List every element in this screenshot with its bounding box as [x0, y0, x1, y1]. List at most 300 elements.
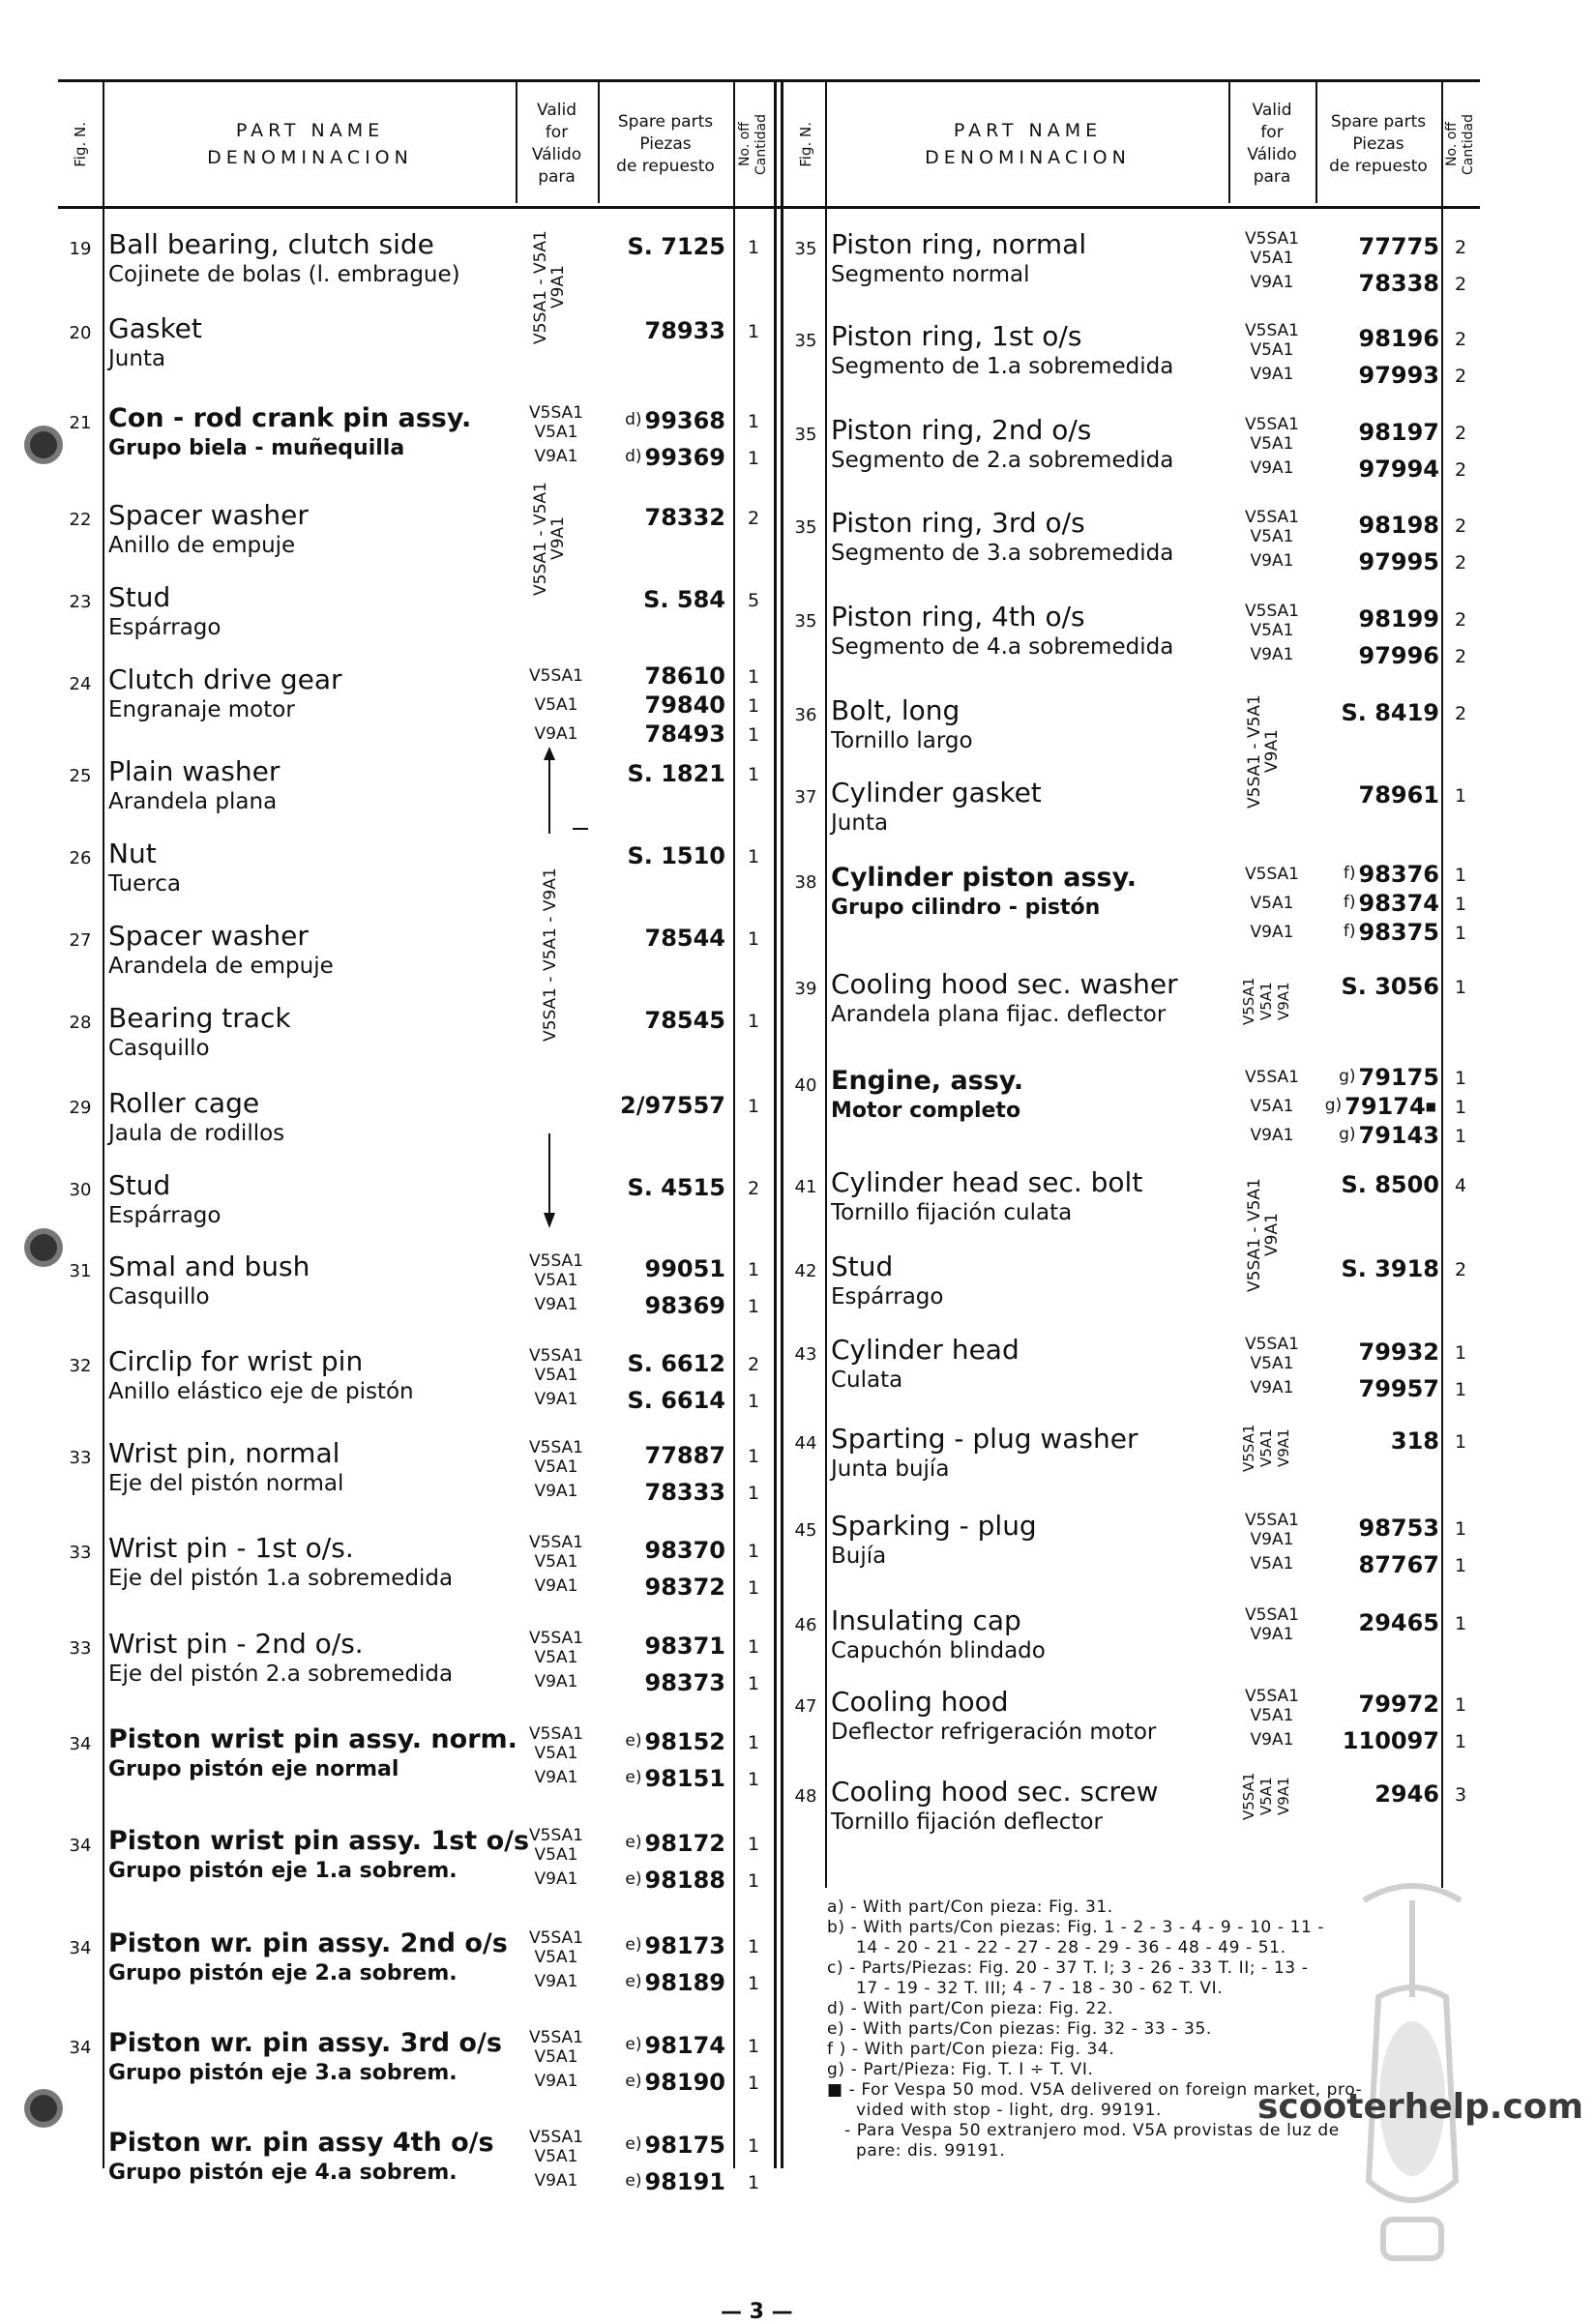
table-header [58, 79, 1480, 209]
part-name-en: Piston wr. pin assy. 2nd o/s [108, 1928, 508, 1958]
valid-model: V9A1 [534, 2072, 578, 2091]
part-name [108, 1346, 414, 1406]
part-number [1315, 1515, 1439, 1542]
footnote-ref: f) [1343, 893, 1356, 912]
quantity: 1 [747, 1096, 760, 1117]
valid-model: V5SA1 [529, 2028, 583, 2047]
part-number [600, 1442, 725, 1469]
valid-vertical-label: V5SA1 - V5A1 V9A1 [531, 230, 568, 344]
part-name-es: Anillo de empuje [108, 533, 296, 558]
part-number-value: 78610 [644, 662, 725, 690]
part-number [600, 1669, 725, 1696]
quantity: 2 [1454, 1259, 1467, 1280]
watermark: scooterhelp.com [1257, 2087, 1584, 2127]
part-number-value: 2/97557 [620, 1092, 725, 1119]
part-name-en: Spacer washer [108, 920, 309, 952]
part-name [831, 1066, 1023, 1126]
footnote-ref: e) [625, 2171, 642, 2191]
part-name-es: Culata [831, 1368, 903, 1393]
part-number-value: 78332 [644, 504, 725, 531]
part-name [108, 1170, 221, 1230]
part-number [600, 1867, 725, 1894]
part-number [600, 721, 725, 748]
footnote-line: c) - Parts/Piezas: Fig. 20 - 37 T. I; 3 - 26 - 33 T. II; - 13 - [827, 1958, 1309, 1978]
part-name-en: Cylinder piston assy. [831, 863, 1137, 893]
part-number-value: 98172 [644, 1830, 725, 1857]
quantity: 1 [1454, 1555, 1467, 1576]
part-name [108, 1003, 291, 1063]
fig-number: 25 [69, 766, 92, 786]
punch-hole-icon [19, 406, 68, 2147]
part-number-value: S. 7125 [627, 233, 725, 260]
footnote-line: 14 - 20 - 21 - 22 - 27 - 28 - 29 - 36 - 48 - 49 - 51. [827, 1938, 1286, 1957]
quantity: 1 [747, 928, 760, 950]
part-name-en: Clutch drive gear [108, 663, 342, 695]
fig-number: 23 [69, 592, 92, 612]
header-fig-right: Fig. N. [796, 121, 814, 167]
fig-number: 22 [69, 510, 92, 530]
fig-number: 27 [69, 930, 92, 951]
part-name-es: Casquillo [108, 1284, 210, 1309]
valid-vertical-label: V5SA1 - V5A1 V9A1 [531, 482, 568, 596]
part-number-value: 78545 [644, 1007, 725, 1034]
quantity: 1 [747, 695, 760, 717]
footnote-line: e) - With parts/Con piezas: Fig. 32 - 33 - 35. [827, 2019, 1212, 2039]
footnote-ref: e) [625, 1768, 642, 1787]
part-number-value: 98175 [644, 2132, 725, 2159]
quantity: 1 [747, 1446, 760, 1467]
valid-vertical-label: V5SA1 V5A1 V9A1 [1240, 1424, 1292, 1472]
part-name-es: Tornillo fijación deflector [831, 1809, 1103, 1835]
quantity: 1 [747, 1577, 760, 1599]
part-number-value: S. 584 [643, 586, 725, 613]
part-number [600, 1350, 725, 1377]
part-number-value: 98198 [1358, 512, 1439, 539]
part-number [600, 504, 725, 531]
valid-model: V5A1 [1250, 1097, 1294, 1116]
valid-model: V5A1 [534, 1457, 578, 1477]
quantity: 1 [747, 1870, 760, 1892]
part-name-es: Jaula de rodillos [108, 1121, 285, 1146]
part-number [600, 842, 725, 869]
valid-model: V5SA1 [1245, 229, 1299, 249]
part-number-value: S. 6614 [627, 1387, 725, 1414]
part-number-value: 98371 [644, 1633, 725, 1660]
part-number-value: 98197 [1358, 419, 1439, 446]
part-number [1315, 548, 1439, 575]
quantity: 1 [747, 448, 760, 469]
part-number-value: 98372 [644, 1574, 725, 1601]
part-name [831, 1605, 1046, 1665]
quantity: 1 [1454, 1731, 1467, 1752]
part-number [600, 1255, 725, 1282]
quantity: 1 [1454, 923, 1467, 944]
fig-number: 35 [794, 611, 817, 632]
part-name-en: Circlip for wrist pin [108, 1345, 364, 1377]
fig-number: 19 [69, 239, 92, 259]
part-name-es: Grupo pistón eje 3.a sobrem. [108, 2061, 458, 2085]
fig-number: 33 [69, 1448, 92, 1468]
valid-model: V5SA1 [529, 1724, 583, 1744]
quantity: 1 [747, 1296, 760, 1317]
footnote-ref: g) [1339, 1067, 1356, 1086]
footnote-ref: e) [625, 1972, 642, 1991]
part-name [831, 229, 1086, 289]
part-name [831, 508, 1173, 568]
part-number-value: 79932 [1358, 1339, 1439, 1366]
part-number-value: 98173 [644, 1932, 725, 1959]
quantity: 2 [1454, 703, 1467, 724]
part-number-value: S. 3056 [1341, 973, 1439, 1000]
quantity: 1 [1454, 1342, 1467, 1364]
valid-model: V5SA1 [1245, 1068, 1299, 1087]
valid-model: V9A1 [1250, 1730, 1294, 1750]
part-name-es: Grupo pistón eje 4.a sobrem. [108, 2161, 458, 2185]
part-number [1315, 1339, 1439, 1366]
part-number [1315, 1427, 1439, 1455]
part-number-value: 98375 [1358, 919, 1439, 946]
header-part-name: PART NAME DENOMINACION [207, 120, 413, 168]
part-name-es: Engranaje motor [108, 697, 295, 722]
part-name-es: Eje del pistón normal [108, 1471, 344, 1496]
part-number-value: 97996 [1358, 642, 1439, 669]
fig-number: 35 [794, 425, 817, 445]
fig-number: 48 [794, 1786, 817, 1807]
part-number [1315, 1780, 1439, 1808]
part-number [1315, 1551, 1439, 1578]
valid-model: V9A1 [534, 1576, 578, 1596]
part-number-value: 78338 [1358, 270, 1439, 297]
part-name-en: Smal and bush [108, 1250, 310, 1282]
part-name-es: Espárrago [108, 615, 222, 640]
fig-number: 20 [69, 323, 92, 343]
part-name [831, 863, 1137, 923]
part-number [1315, 919, 1439, 946]
quantity: 1 [747, 764, 760, 785]
valid-model: V5SA1 [529, 1346, 583, 1366]
part-number [1315, 890, 1439, 917]
header-valid-right: Valid for Válido para [1247, 101, 1297, 187]
valid-vertical-label: V5SA1 - V5A1 - V9A1 [541, 868, 560, 1042]
valid-model: V5A1 [1250, 1706, 1294, 1725]
part-name-es: Grupo pistón eje 1.a sobrem. [108, 1859, 458, 1883]
part-name [108, 1088, 284, 1148]
part-name [108, 1438, 343, 1498]
column-rule [1228, 79, 1230, 203]
valid-model: V9A1 [534, 1972, 578, 1991]
valid-vertical-label: V5SA1 V5A1 V9A1 [1240, 977, 1292, 1025]
footnote-ref: e) [625, 2134, 642, 2154]
part-name [108, 1928, 508, 1988]
part-name [831, 321, 1173, 381]
part-number [600, 407, 725, 434]
valid-model: V5SA1 [529, 1826, 583, 1845]
part-number [600, 1387, 725, 1414]
part-name-es: Segmento de 2.a sobremedida [831, 448, 1174, 473]
part-number [600, 1174, 725, 1201]
column-rule [103, 79, 104, 2168]
quantity: 1 [747, 666, 760, 688]
footnote-ref: e) [625, 2072, 642, 2091]
page-number: — 3 — [721, 2300, 793, 2324]
part-number [600, 1007, 725, 1034]
part-name-en: Bearing track [108, 1002, 291, 1034]
quantity: 1 [747, 1636, 760, 1658]
fig-number: 34 [69, 2038, 92, 2058]
fig-number: 35 [794, 239, 817, 259]
footnote-line: d) - With part/Con pieza: Fig. 22. [827, 1999, 1114, 2018]
part-number [600, 1830, 725, 1857]
part-name-en: Sparting - plug washer [831, 1423, 1138, 1455]
fig-number: 33 [69, 1543, 92, 1563]
part-name-es: Segmento normal [831, 262, 1030, 287]
part-name [108, 921, 334, 981]
part-number [600, 691, 725, 719]
part-name [108, 1629, 453, 1689]
valid-model: V5A1 [534, 2147, 578, 2166]
footnote-ref: d) [625, 447, 642, 466]
part-number [1315, 699, 1439, 726]
part-name [108, 229, 460, 289]
part-name-en: Cylinder head sec. bolt [831, 1166, 1143, 1198]
part-name [108, 403, 471, 463]
fig-number: 24 [69, 674, 92, 694]
part-number-value: 98174 [644, 2032, 725, 2059]
part-name [831, 602, 1173, 662]
part-number-value: S. 6612 [627, 1350, 725, 1377]
part-number-value: 318 [1390, 1427, 1439, 1455]
quantity: 2 [1454, 515, 1467, 537]
part-name [108, 756, 280, 816]
part-number-value: S. 3918 [1341, 1255, 1439, 1282]
part-number [1315, 781, 1439, 809]
part-name [831, 1251, 943, 1311]
part-number [600, 662, 725, 690]
header-fig: Fig. N. [71, 121, 89, 167]
valid-model: V5A1 [534, 1648, 578, 1667]
part-number-value: 98373 [644, 1669, 725, 1696]
part-name [831, 1511, 1037, 1571]
part-name-es: Motor completo [831, 1099, 1021, 1123]
quantity: 1 [1454, 977, 1467, 998]
fig-number: 39 [794, 979, 817, 999]
part-name-en: Plain washer [108, 755, 281, 787]
valid-model: V9A1 [534, 724, 578, 744]
fig-number: 45 [794, 1520, 817, 1541]
part-name-es: Grupo pistón eje normal [108, 1757, 399, 1781]
part-name-en: Cylinder head [831, 1334, 1020, 1366]
valid-model: V5A1 [534, 1271, 578, 1290]
part-number-value: 99051 [644, 1255, 725, 1282]
quantity: 1 [747, 1541, 760, 1562]
valid-model: V9A1 [1250, 1530, 1294, 1549]
quantity: 1 [1454, 1518, 1467, 1540]
header-spare-right: Spare parts Piezas de repuesto [1329, 111, 1428, 176]
fig-number: 33 [69, 1638, 92, 1659]
part-name-en: Stud [831, 1250, 894, 1282]
quantity: 1 [747, 2036, 760, 2057]
part-name-en: Cooling hood [831, 1686, 1009, 1718]
part-number-value: S. 8419 [1341, 699, 1439, 726]
part-number-value: 110097 [1342, 1727, 1439, 1754]
part-number [600, 1574, 725, 1601]
part-number-value: 78961 [1358, 781, 1439, 809]
part-name-es: Eje del pistón 1.a sobremedida [108, 1566, 454, 1591]
part-number [600, 233, 725, 260]
column-rule [733, 79, 735, 2168]
part-number-value: 98370 [644, 1537, 725, 1564]
valid-model: V5A1 [534, 1744, 578, 1763]
part-number [1315, 325, 1439, 352]
part-number [1315, 362, 1439, 389]
quantity: 1 [747, 1011, 760, 1032]
quantity: 1 [1454, 894, 1467, 915]
part-number-value: 79972 [1358, 1691, 1439, 1718]
part-number-value: 98369 [644, 1292, 725, 1319]
valid-model: V5A1 [534, 2047, 578, 2067]
part-number [600, 2069, 725, 2096]
quantity: 4 [1454, 1175, 1467, 1196]
fig-number: 43 [794, 1344, 817, 1365]
part-name-en: Piston wrist pin assy. 1st o/s [108, 1826, 530, 1856]
part-number [1315, 861, 1439, 888]
part-number [600, 1765, 725, 1792]
valid-model: V9A1 [1250, 1625, 1294, 1644]
part-name-en: Engine, assy. [831, 1066, 1024, 1096]
range-tick-icon [571, 795, 590, 863]
valid-model: V9A1 [534, 447, 578, 466]
part-number-value: 98152 [644, 1728, 725, 1755]
part-number [600, 586, 725, 613]
valid-model: V5A1 [1250, 340, 1294, 360]
fig-number: 31 [69, 1261, 92, 1281]
part-number-value: 79840 [644, 691, 725, 719]
part-number [600, 1537, 725, 1564]
part-number-value: 79174 [1345, 1093, 1426, 1120]
part-name-es: Arandela de empuje [108, 954, 334, 979]
valid-model: V5A1 [1250, 434, 1294, 454]
part-name [831, 1424, 1138, 1484]
footnote-ref: e) [625, 2035, 642, 2054]
part-number-value: 98199 [1358, 605, 1439, 632]
valid-model: V5SA1 [529, 1629, 583, 1648]
part-number-value: 98190 [644, 2069, 725, 2096]
part-name-en: Piston ring, 4th o/s [831, 601, 1085, 632]
quantity: 1 [1454, 1694, 1467, 1716]
part-name-en: Insulating cap [831, 1604, 1021, 1636]
part-number-value: 98151 [644, 1765, 725, 1792]
part-name [108, 1826, 529, 1886]
valid-model: V5SA1 [1245, 865, 1299, 884]
part-number [600, 1969, 725, 1996]
part-name [108, 500, 309, 560]
part-number [1315, 973, 1439, 1000]
part-name-es: Segmento de 4.a sobremedida [831, 634, 1174, 660]
part-number-value: 97995 [1358, 548, 1439, 575]
part-name [831, 415, 1173, 475]
valid-model: V9A1 [1250, 1378, 1294, 1397]
quantity: 2 [1454, 423, 1467, 444]
part-name-en: Wrist pin - 2nd o/s. [108, 1628, 364, 1660]
fig-number: 32 [69, 1356, 92, 1376]
quantity: 2 [747, 508, 760, 529]
quantity: 1 [1454, 1431, 1467, 1453]
part-name-es: Bujía [831, 1544, 887, 1569]
quantity: 2 [1454, 237, 1467, 258]
header-part-name-right: PART NAME DENOMINACION [925, 120, 1131, 168]
footnote-line: 17 - 19 - 32 T. III; 4 - 7 - 18 - 30 - 62 T. VI. [827, 1979, 1224, 1998]
quantity: 1 [1454, 865, 1467, 886]
part-number-value: S. 8500 [1341, 1171, 1439, 1198]
valid-model: V5SA1 [529, 1928, 583, 1948]
valid-model: V5SA1 [1245, 415, 1299, 434]
part-number-value: 99369 [644, 444, 725, 471]
valid-model: V5A1 [534, 1948, 578, 1967]
quantity: 1 [747, 1973, 760, 1994]
part-number-value: 79957 [1358, 1375, 1439, 1402]
quantity: 1 [1454, 1068, 1467, 1089]
valid-model: V5A1 [534, 1552, 578, 1572]
quantity: 2 [1454, 459, 1467, 481]
valid-model: V5SA1 [1245, 508, 1299, 527]
part-number-value: 99368 [644, 407, 725, 434]
part-number-value: 98374 [1358, 890, 1439, 917]
footnote-ref: g) [1324, 1096, 1343, 1115]
quantity: 1 [747, 2073, 760, 2094]
part-number [600, 1728, 725, 1755]
part-name-es: Espárrago [108, 1203, 222, 1228]
valid-vertical-label: V5SA1 - V5A1 V9A1 [1245, 1178, 1282, 1292]
quantity: 1 [747, 2135, 760, 2157]
fig-number: 30 [69, 1180, 92, 1200]
part-name-en: Cylinder gasket [831, 777, 1042, 809]
part-name-es: Segmento de 1.a sobremedida [831, 354, 1174, 379]
fig-number: 28 [69, 1013, 92, 1033]
valid-model: V9A1 [1250, 1126, 1294, 1145]
fig-number: 42 [794, 1261, 817, 1281]
fig-number: 35 [794, 517, 817, 538]
quantity: 1 [747, 237, 760, 258]
fig-number: 40 [794, 1075, 817, 1096]
part-name-en: Spacer washer [108, 499, 309, 531]
quantity: 2 [747, 1178, 760, 1199]
part-number [1315, 1691, 1439, 1718]
part-number [1315, 456, 1439, 483]
quantity: 1 [1454, 1613, 1467, 1634]
valid-model: V5SA1 [1245, 1511, 1299, 1530]
fig-number: 44 [794, 1433, 817, 1454]
part-name [108, 582, 221, 642]
valid-vertical-label: V5SA1 V5A1 V9A1 [1240, 1772, 1292, 1820]
quantity: 1 [747, 1732, 760, 1753]
part-name-es: Grupo biela - muñequilla [108, 436, 405, 460]
valid-model: V9A1 [534, 1869, 578, 1889]
part-number-value: 77887 [644, 1442, 725, 1469]
part-number-value: 78493 [644, 721, 725, 748]
part-name-en: Piston ring, 1st o/s [831, 320, 1082, 352]
part-number [1315, 270, 1439, 297]
part-name-es: Junta [831, 810, 889, 836]
part-number-value: 78933 [644, 317, 725, 344]
footnote-ref: e) [625, 1833, 642, 1852]
part-number-value: 77775 [1358, 233, 1439, 260]
valid-model: V9A1 [534, 1672, 578, 1692]
valid-model: V9A1 [1250, 273, 1294, 292]
part-name [831, 1777, 1159, 1837]
valid-model: V5SA1 [1245, 602, 1299, 621]
footnote-line: b) - With parts/Con piezas: Fig. 1 - 2 - 3 - 4 - 9 - 10 - 11 - [827, 1918, 1325, 1937]
part-name-es: Capuchón blindado [831, 1638, 1046, 1663]
